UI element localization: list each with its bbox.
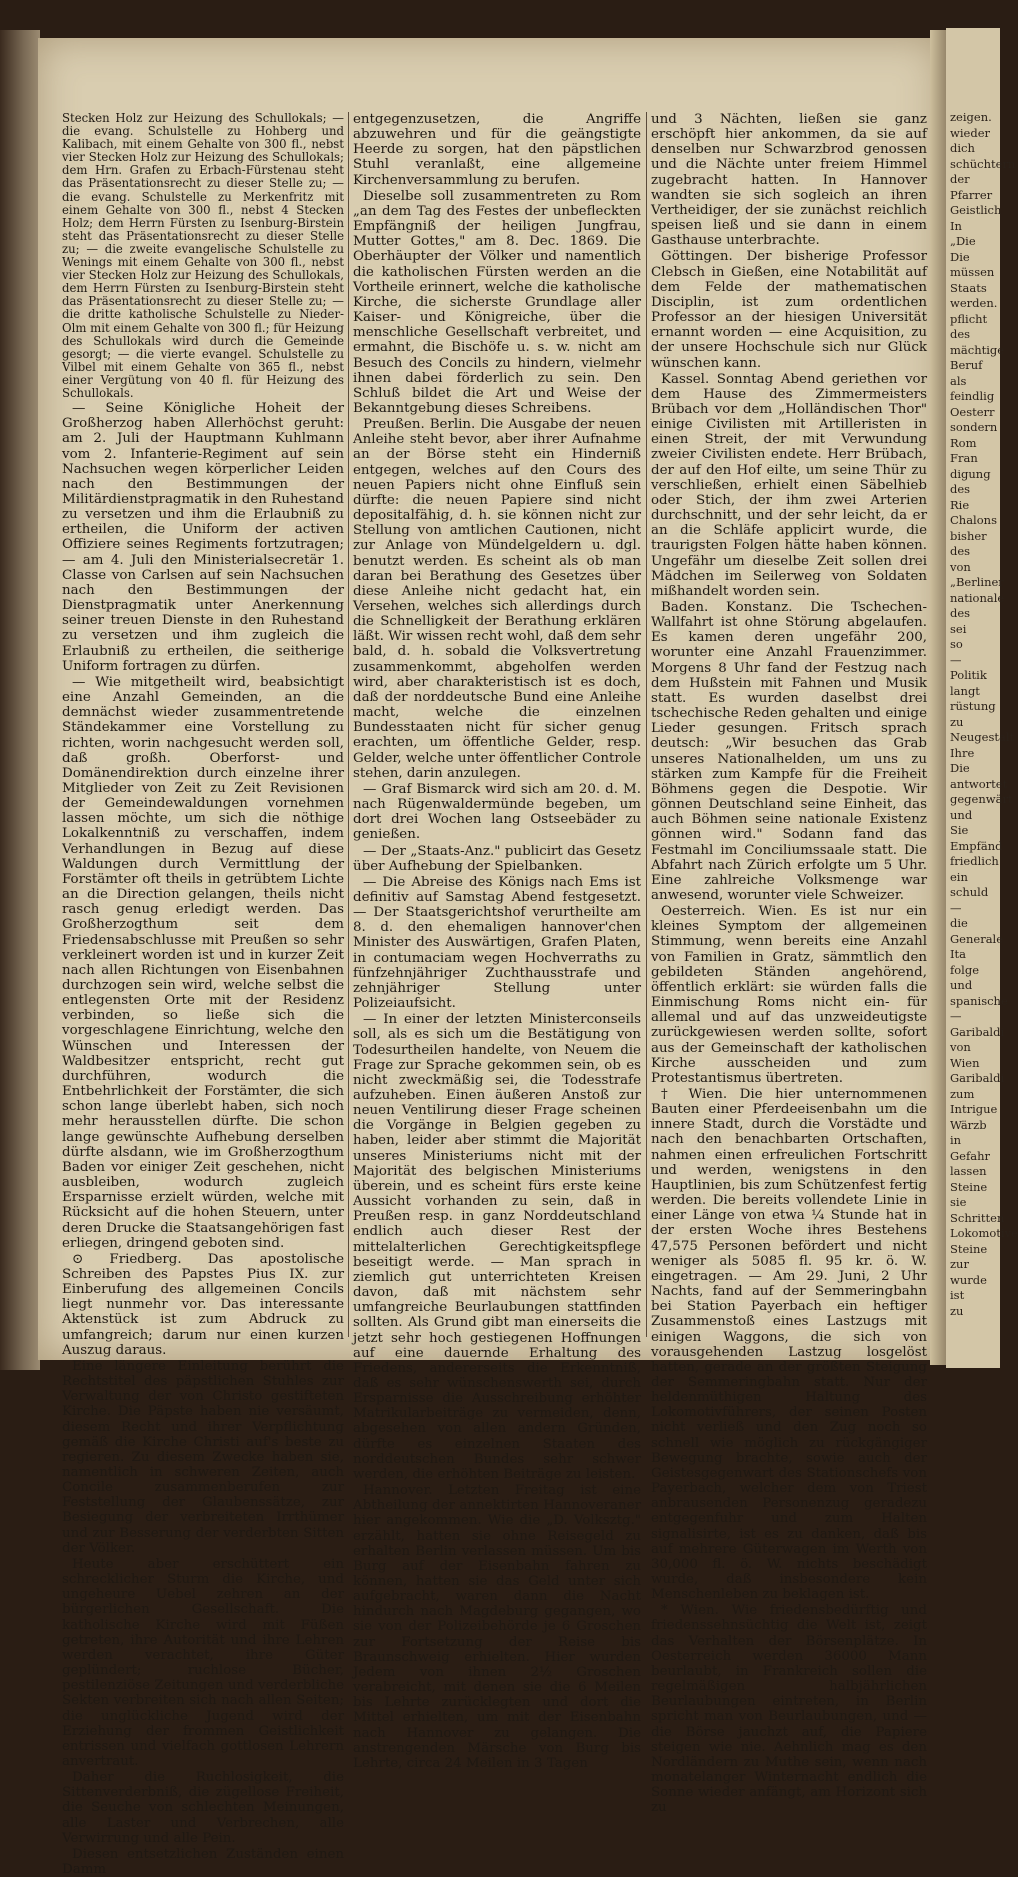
next-page-word: antwortet	[950, 776, 1008, 791]
paragraph: Oesterreich. Wien. Es ist nur ein kleines Symptom der allgemeinen Stimmung, wenn bereits eine Anzahl von Familien in Gratz, sämmtlich den gebildeten Ständen angehörend, öffentlich erklärt: sie würden falls die Einmischung Roms nicht ein- für allemal und auf das unzweideutigste zurückgewiesen werden sollte, sofort aus der Gemeinschaft der katholischen Kirche ausscheiden und zum Protestantismus übertreten.	[651, 904, 927, 1086]
paragraph: Daher die Ruchlosigkeit, die Sittenverderbniß, die zügellose Freiheit, die Seuche von schlechten Meinungen, alle Laster und Verbrechen, alle Verwirrung und alle Pein.	[62, 1770, 344, 1846]
next-page-word: und	[950, 807, 973, 822]
next-page-word: sondern	[950, 420, 998, 434]
next-page-word: nationale	[950, 590, 1005, 605]
next-page-word: „Berliner	[950, 575, 1004, 589]
paragraph: — Seine Königliche Hoheit der Großherzog haben Allerhöchst geruht: am 2. Juli der Hauptmann Kuhlmann vom 2. Infanterie-Regiment auf sein Nachsuchen wegen körperlicher Leiden nach den Bestimmungen der Militärdienstpragmatik in den Ruhestand zu versetzen und ihm die Erlaubniß zu ertheilen, die Uniform der activen Offiziere seines Regiments fortzutragen; — am 4. Juli den Ministerialsecretär 1. Classe von Carlsen auf sein Nachsuchen nach den Bestimmungen der Dienstpragmatik unter Anerkennung seiner treuen Dienste in den Ruhestand zu versetzen und ihm zugleich die Erlaubniß zu ertheilen, die seitherige Uniform fortragen zu dürfen.	[62, 401, 344, 674]
next-page-word: Fran	[950, 451, 978, 465]
next-page-word: des	[950, 606, 971, 620]
next-page-word: die	[950, 916, 968, 930]
next-page-word: lassen	[950, 1164, 987, 1178]
next-page-word: dich	[950, 141, 975, 155]
paragraph: entgegenzusetzen, die Angriffe abzuwehren und für die geängstigte Heerde zu sorgen, hat den päpstlichen Stuhl veranlaßt, eine allgemeine Kirchenversammlung zu berufen.	[353, 112, 641, 188]
column-divider-2	[646, 112, 647, 1337]
next-page-word: digung	[950, 466, 991, 481]
next-page-word: Rom	[950, 435, 977, 450]
paragraph: Diesen entsetzlichen Zuständen einen Damm	[62, 1846, 344, 1877]
paragraph: Hannover. Letzten Freitag ist eine Abtheilung der annektirten Hannoveraner hier angekommen. Wie die „D. Volksztg." erzählt, hatten sie ohne Reisegeld zu erhalten Berlin verlassen müssen. Um bis Burg auf der Eisenbahn fahren zu können, hatten sie das Geld unter sich aufgebracht, waren dann die Nacht hindurch nach Magdeburg gegangen, wo sie von der Polizeibehörde je 6 Groschen zur Fortsetzung der Reise bis Braunschweig erhielten. Hier wurden Jedem von ihnen 2½ Groschen verabreicht, mit denen sie die 6 Meilen bis Lehrte zurücklegten und dort die Mittel erhielten, um mit der Eisenbahn nach Hannover zu gelangen. Die anstrengenden Märsche von Burg bis Lehrte, circa 24 Meilen in 3 Tagen	[353, 1483, 641, 1771]
next-page-word: bisher	[950, 528, 987, 543]
next-page-word: ist	[950, 1288, 965, 1302]
paragraph: Dieselbe soll zusammentreten zu Rom „an dem Tag des Festes der unbefleckten Empfängniß der heiligen Jungfrau, Mutter Gottes," am 8. Dec. 1869. Die Oberhäupter der Völker und namentlich die katholischen Fürsten werden an die Vortheile erinnert, welche die katholische Kirche, die sicherste Grundlage aller Kaiser- und Königreiche, über die menschliche Gesellschaft verbreitet, und ermahnt, die Bischöfe u. s. w. nicht am Besuch des Concils zu hindern, vielmehr ihnen dabei förderlich zu sein. Den Schluß bildet die Art und Weise der Bekanntgebung dieses Schreibens.	[353, 188, 641, 416]
next-page-word: als	[950, 373, 967, 388]
next-page-word: Sie	[950, 823, 969, 837]
next-page-word: friedlich	[950, 854, 999, 868]
next-page-word: Garibaldi	[950, 1071, 1005, 1085]
next-page-word: so	[950, 637, 963, 651]
next-page-word: Ita	[950, 947, 967, 961]
next-page-word: des	[950, 544, 971, 558]
next-page-word: Lokomotive	[950, 1226, 1018, 1240]
column-2	[353, 112, 641, 1771]
next-page-word: spanische	[950, 993, 1008, 1008]
next-page-word: In	[950, 218, 962, 233]
next-page-word: Rie	[950, 497, 970, 512]
paragraph: — Graf Bismarck wird sich am 20. d. M. nach Rügenwaldermünde begeben, um dort drei Wochen lang Ostseebäder zu genießen.	[353, 781, 641, 843]
column-divider-1	[348, 112, 349, 1337]
next-page-word: und	[950, 978, 973, 992]
next-page-word: „Die	[950, 234, 976, 248]
next-page-word: der	[950, 172, 970, 186]
next-page-word: Staats	[950, 280, 987, 295]
next-page-word: Geistlich	[950, 203, 1002, 217]
next-page-word: zeigen.	[950, 110, 992, 124]
next-page-word: Pfarrer	[950, 187, 993, 202]
next-page-word: feindlig	[950, 389, 995, 403]
next-page-word: Garibaldi	[950, 1024, 1005, 1039]
next-page-word: Die	[950, 761, 970, 775]
next-page-word: Neugestalt	[950, 730, 1015, 744]
paragraph: Stecken Holz zur Heizung des Schullokals; — die evang. Schulstelle zu Hohberg und Kalibach, mit einem Gehalte von 300 fl., nebst vier Stecken Holz zur Heizung des Schullokals; dem Hrn. Grafen zu Erbach-Fürstenau steht das Präsentationsrecht zu dieser Stelle zu; — die evang. Schulstelle zu Merkenfritz mit einem Gehalte von 300 fl., nebst 4 Stecken Holz; dem Herrn Fürsten zu Isenburg-Birstein steht das Präsentationsrecht zu dieser Stelle zu; — die zweite evangelische Schulstelle zu Wenings mit einem Gehalte von 300 fl., nebst vier Stecken Holz zur Heizung des Schullokals, dem Herrn Fürsten zu Isenburg-Birstein steht das Präsentationsrecht zu dieser Stelle zu; — die dritte katholische Schulstelle zu Nieder-Olm mit einem Gehalte von 300 fl.; für Heizung des Schullokals wird durch die Gemeinde gesorgt; — die vierte evangel. Schulstelle zu Vilbel mit einem Gehalte von 365 fl., nebst einer Vergütung von 40 fl. für Heizung des Schullokals.	[62, 111, 344, 400]
next-page-word: Chalons	[950, 513, 997, 527]
next-page-word: schuld	[950, 885, 989, 899]
paragraph: — Wie mitgetheilt wird, beabsichtigt eine Anzahl Gemeinden, an die demnächst wieder zusammentretende Ständekammer eine Vorstellung zu richten, worin nachgesucht werden soll, daß großh. Oberforst- und Domänendirektion durch einzelne ihrer Mitglieder von Zeit zu Zeit Revisionen der Gemeindewaldungen vornehmen lassen möchte, um sich die nöthige Lokalkenntniß zu verschaffen, indem Verhandlungen in Bezug auf diese Waldungen durch Vermittlung der Forstämter oft theils in getrübtem Lichte an die Direction gelangen, theils nicht rasch genug erledigt werden. Das Großherzogthum seit dem Friedensabschlusse mit Preußen so sehr verkleinert worden ist und in kurzer Zeit nach allen Richtungen von Eisenbahnen durchzogen sein wird, welche selbst die entlegensten Orte mit der Residenz verbinden, so ließe sich die vorgeschlagene Einrichtung, welche den Wünschen und Interessen der Waldbesitzer entspricht, recht gut durchführen, wodurch die Entbehrlichkeit der Forstämter, die sich schon lange überlebt haben, sich noch mehr herausstellen dürfte. Die schon lange gewünschte Aufhebung derselben dürfte alsdann, wie im Großherzogthum Baden vor einiger Zeit geschehen, nicht ausbleiben, wodurch zugleich Ersparnisse erzielt würden, welche mit Rücksicht auf die hohen Steuern, unter deren Drucke die Staatsangehörigen fast erliegen, dringend geboten sind.	[62, 674, 344, 1251]
paragraph: Heute aber erschüttert ein schrecklicher Sturm die Kirche, und ungeheure Uebel zehren an der bürgerlichen Gesellschaft. Die katholische Kirche wird mit Füßen getreten, ihre Autorität und ihre Lehren werden verachtet, ihre Güter geplündert; ruchlose Bücher, pestilenziöse Zeitungen und verderbliche Sekten verbreiten sich nach allen Seiten; die unglückliche Jugend wird der Erziehung der frommen Geistlichkeit entrissen und vielfach gottlosen Lehrern anvertraut.	[62, 1556, 344, 1769]
next-page-word: des	[950, 482, 971, 496]
next-page-word: Wien	[950, 1055, 980, 1070]
next-page-word: von	[950, 559, 971, 574]
next-page-word: wieder	[950, 125, 990, 140]
next-page-word: —	[950, 900, 962, 915]
next-page-word: Wärzb	[950, 1117, 987, 1132]
paragraph: Kassel. Sonntag Abend geriethen vor dem Hause des Zimmermeisters Brübach vor dem „Holländischen Thor" einige Civilisten mit Artilleristen in einen Streit, der mit Verwundung zweier Civilisten endete. Herr Brübach, der auf den Hof eilte, um seine Thür zu verschließen, erhielt einen Säbelhieb oder Stich, der ihm zwei Arterien durchschnitt, und der sehr leicht, da er an die Schläfe applicirt wurde, die traurigsten Folgen hätte haben können. Ungefähr um dieselbe Zeit sollen drei Mädchen im Seilerweg von Soldaten mißhandelt worden sein.	[651, 371, 927, 599]
next-page-word: Politik	[950, 668, 987, 682]
paragraph: Eine längere Einleitung berührt die Rechtstitel des päpstlichen Stuhles zur Verwaltung der von Christo gestifteten Kirche. Die Päpste haben nie versäumt, diesem Recht und ihrer Verpflichtung gemäß die Kirche Christi auf's beste zu regieren. Zu diesem Zwecke haben sie, namentlich in schweren Zeiten, auch Concile zusammenberufen zur Feststellung der Glaubenssätze, zur Besiegung der verbreiteten Irrthümer und zur Besserung der verderbten Sitten der Völker.	[62, 1358, 344, 1556]
paragraph: Baden. Konstanz. Die Tschechen-Wallfahrt ist ohne Störung abgelaufen. Es kamen deren ungefähr 200, worunter eine Anzahl Frauenzimmer. Morgens 8 Uhr fand der Festzug nach dem Hußstein mit Fahnen und Musik statt. Es wurden daselbst drei tschechische Reden gehalten und einige Lieder gesungen. Fritsch sprach deutsch: „Wir besuchen das Grab unseres Nationalhelden, um uns zu stärken zum Kampfe für die Freiheit Böhmens gegen die Despotie. Wir gönnen Deutschland seine Einheit, das auch Böhmen seine nationale Existenz gönnen wird." Sodann fand das Festmahl im Conciliumssaale statt. Die Abfahrt nach Zürich erfolgte um 5 Uhr. Eine zahlreiche Volksmenge war anwesend, worunter viele Schweizer.	[651, 600, 927, 903]
next-page-word: von	[950, 1040, 971, 1054]
paragraph: * Wien. Wie friedensbedürftig und friedenssehnsüchtig die Welt ist, zeigt das Verhalten der Börsenplätze. In Oesterreich werden 36000 Mann beurlaubt, in Frankreich sollen die regelmäßigen halbjährlichen Beurlaubungen eintreten, in Berlin spricht man von Beurlaubungen, und — die Börse jauchzt auf, die Papiere steigen wie nie. Aehnlich mag es den Nordländern zu Muthe sein, wenn nach monatelanger Winternacht endlich die Sonne wieder anfängt, am Horizont sich zu	[651, 1603, 927, 1816]
next-page-word: Steine	[950, 1241, 988, 1256]
column-1	[62, 111, 344, 1877]
next-page-word: zu	[950, 1303, 964, 1318]
next-page-word: Schritten	[950, 1210, 1005, 1225]
next-page-word: in	[950, 1133, 962, 1147]
next-page-word: zu	[950, 714, 964, 729]
next-page-word: —	[950, 652, 962, 667]
next-page-word: Generale	[950, 931, 1004, 946]
next-page-word: pflicht	[950, 311, 988, 326]
next-page-fragment	[946, 28, 1018, 1368]
next-page-word: langt	[950, 683, 980, 698]
paragraph: — In einer der letzten Ministerconseils soll, als es sich um die Bestätigung von Todesurtheilen handelte, von Neuem die Frage zur Sprache gekommen sein, ob es nicht zweckmäßig sei, die Todesstrafe aufzuheben. Einen äußeren Anstoß zur neuen Ventilirung dieser Frage scheinen die Vorgänge in Belgien gegeben zu haben, leider aber stimmt die Majorität unseres Ministeriums nicht mit der Majorität des belgischen Ministeriums überein, und es scheint fürs erste keine Aussicht vorhanden zu sein, daß in Preußen resp. in ganz Norddeutschland endlich auch dieser Rest der mittelalterlichen Gerechtigkeitspflege beseitigt werde. — Man sprach in ziemlich gut unterrichteten Kreisen davon, daß mit nächstem sehr umfangreiche Beurlaubungen stattfinden sollten. Als Grund gibt man einerseits die jetzt sehr hoch gestiegenen Hoffnungen auf eine dauernde Erhaltung des Friedens, andererseits die Erkenntniß, daß es sehr wünschenswerth sei, durch Ersparnisse die Ausschreibung erhöhter Matrikularbeiträge zu vermeiden, denn, abgesehen von allen andern Gründen, dürfte es einzelnen Staaten des norddeutschen Bundes sehr schwer werden, die erhöhten Beiträge zu leisten.	[353, 1012, 641, 1482]
next-page-word: wurde	[950, 1272, 987, 1287]
next-page-word: zum	[950, 1086, 975, 1101]
paragraph: und 3 Nächten, ließen sie ganz erschöpft hier ankommen, da sie auf denselben nur Schwarzbrod genossen und die Nächte unter freiem Himmel zugebracht hatten. In Hannover wandten sie sich sogleich an ihren Vertheidiger, der sie zunächst reichlich speisen ließ und sie dann in einem Gasthause unterbrachte.	[651, 112, 927, 249]
next-page-word: Oesterr	[950, 404, 995, 419]
next-page-word: mächtige	[950, 342, 1005, 357]
next-page-word: ein	[950, 869, 968, 884]
next-page-word: rüstung	[950, 699, 996, 713]
paragraph: ⊙ Friedberg. Das apostolische Schreiben des Papstes Pius IX. zur Einberufung des allgemeinen Concils liegt nunmehr vor. Das interessante Aktenstück ist zum Abdruck zu umfangreich; darum nur einen kurzen Auszug daraus.	[62, 1251, 344, 1358]
next-page-word: sei	[950, 621, 967, 636]
next-page-word: gegenwärt	[950, 792, 1013, 806]
paragraph: — Die Abreise des Königs nach Ems ist definitiv auf Samstag Abend festgesetzt. — Der Staatsgerichtshof verurtheilte am 8. d. den ehemaligen hannover'chen Minister des Auswärtigen, Grafen Platen, in contumaciam wegen Hochverraths zu fünfzehnjähriger Zuchthausstrafe und zehnjähriger Stellung unter Polizeiaufsicht.	[353, 874, 641, 1012]
next-page-word: Empfänd	[950, 838, 1003, 853]
next-page-word: zur	[950, 1257, 969, 1271]
next-page-word: Steine	[950, 1179, 988, 1194]
next-page-word: sie	[950, 1195, 967, 1209]
next-page-word: Beruf	[950, 358, 983, 372]
next-page-word: Die	[950, 249, 970, 264]
next-page-word: des	[950, 327, 971, 341]
next-page-word: Ihre	[950, 745, 975, 760]
paragraph: — Der „Staats-Anz." publicirt das Gesetz über Aufhebung der Spielbanken.	[353, 843, 641, 874]
next-page-word: werden.	[950, 296, 998, 310]
book-binding-left	[0, 30, 40, 1370]
next-page-word: müssen	[950, 265, 995, 279]
paragraph: Preußen. Berlin. Die Ausgabe der neuen Anleihe steht bevor, aber ihrer Aufnahme an der Börse steht ein Hinderniß entgegen, welches auf den Cours des neuen Papiers nicht ohne Einfluß sein dürfte: die neuen Papiere sind nicht depositalfähig, d. h. sie können nicht zur Stellung von amtlichen Cautionen, nicht zur Anlage von Mündelgeldern u. dgl. benutzt werden. Es scheint als ob man daran bei Berathung des Gesetzes über diese Anleihe nicht gedacht hat, ein Versehen, welches sich allerdings durch die Schnelligkeit der Berathung erklären läßt. Wir wissen recht wohl, daß dem sehr bald, d. h. sobald die Volksvertretung zusammenkommt, abgeholfen werden wird, aber charakteristisch ist es doch, daß der norddeutsche Bund eine Anleihe macht, welche die einzelnen Bundesstaaten nicht für sicher genug erachten, um öffentliche Gelder, resp. Gelder, welche unter öffentlicher Controle stehen, darin anzulegen.	[353, 417, 641, 781]
next-page-word: folge	[950, 962, 980, 977]
column-3	[651, 112, 927, 1816]
paragraph: † Wien. Die hier unternommenen Bauten einer Pferdeeisenbahn um die innere Stadt, durch die Vorstädte und nach den benachbarten Ortschaften, nahmen einen erfreulichen Fortschritt und werden, wenigstens in den Hauptlinien, bis zum Schützenfest fertig werden. Die bereits vollendete Linie in einer Länge von etwa ¼ Stunde hat in der ersten Woche ihres Bestehens 47,575 Personen befördert und nicht weniger als 5085 fl. 95 kr. ö. W. eingetragen. — Am 29. Juni, 2 Uhr Nachts, fand auf der Semmeringbahn bei Station Payerbach ein heftiger Zusammenstoß eines Lastzugs mit einigen Waggons, die sich von vorausgehenden Lastzug losgelöst hatten, gerade an der größten Steigung der Semmeringbahn statt. Nur der heldenmüthigen Haltung des Lokomotivführers, der seinen Posten nicht verließ und den Zug noch so schnell wie möglich zu rückgängiger Bewegung brachte, sowie auch der Geistesgegenwart des Stationschefs von Payerbach, welcher dem von Triest anbrausenden Personenzug geradezu entgegenfuhr und zum Halten signalisirte, ist es zu danken, daß bis auf mehrere Güterwagen im Werth von 30,000 fl. ö. W. nichts beschädigt wurde, daß insbesondere kein Menschenleben zu beklagen ist.	[651, 1087, 927, 1603]
next-page-word: Gefahr	[950, 1148, 991, 1163]
next-page-word: Intrigue	[950, 1102, 998, 1116]
next-page-word: —	[950, 1009, 962, 1023]
paragraph: Göttingen. Der bisherige Professor Clebsch in Gießen, eine Notabilität auf dem Felde der mathematischen Disciplin, ist zum ordentlichen Professor an der hiesigen Universität ernannt worden — eine Acquisition, zu der unsere Hochschule sich nur Glück wünschen kann.	[651, 249, 927, 371]
next-page-word: schüchtern	[950, 156, 1016, 171]
